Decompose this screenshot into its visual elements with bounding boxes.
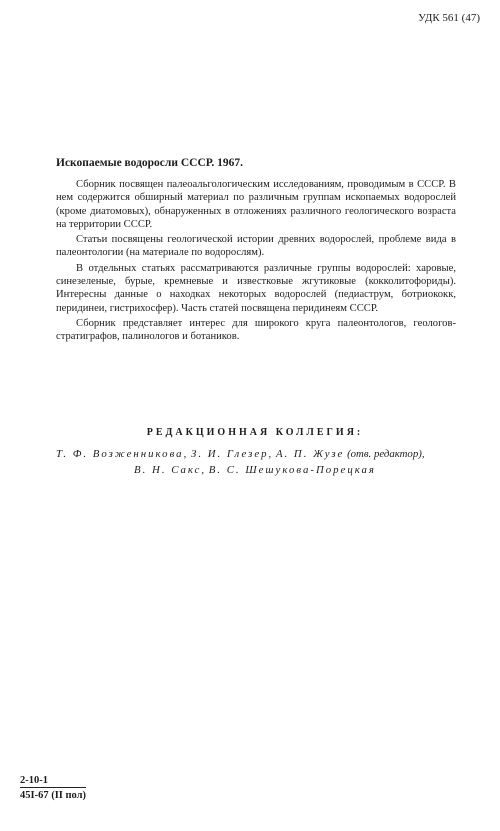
- book-title: Ископаемые водоросли СССР. 1967.: [56, 157, 243, 169]
- board-member-3: А. П. Жузе: [275, 448, 345, 460]
- abstract-paragraph-3: В отдельных статьях рассматриваются различные группы водорослей: харовые, синезеленые, бурые, кремневые и известковые жгутиковые (кокколитофориды). Интересны данные о находках некоторых водорослей (педиаструм, ботриококк, перидинеи, гистрихосфер). Часть статей посвящена перидинеям СССР.: [56, 262, 456, 314]
- board-member-3-role: (отв. редактор),: [347, 448, 425, 460]
- imprint-code-1: 2-10-1: [20, 775, 48, 786]
- abstract: [56, 178, 456, 346]
- board-member-2: З. И. Глезер,: [190, 448, 274, 460]
- imprint-code-2: 45I-67 (II пол): [20, 787, 86, 802]
- editorial-board-line-1: [56, 448, 456, 460]
- editorial-board-line-2: [0, 464, 500, 476]
- udk-code: УДК 561 (47): [418, 12, 480, 24]
- abstract-paragraph-2: Статьи посвящены геологической истории древних водорослей, проблеме вида в палеонтологии (на материале по водорослям).: [56, 234, 456, 259]
- abstract-paragraph-4: Сборник представляет интерес для широкого круга палеонтологов, геологов-стратиграфов, палинологов и ботаников.: [56, 317, 456, 343]
- board-member-5: В. С. Шешукова-Порецкая: [208, 464, 376, 476]
- board-member-1: Т. Ф. Возженникова,: [56, 448, 189, 460]
- imprint-codes: [20, 774, 86, 802]
- board-member-4: В. Н. Сакс,: [134, 464, 207, 476]
- editorial-board-heading: РЕДАКЦИОННАЯ КОЛЛЕГИЯ:: [146, 427, 364, 438]
- abstract-paragraph-1: Сборник посвящен палеоальгологическим исследованиям, проводимым в СССР. В нем содержится обширный материал по различным группам ископаемых водорослей (кроме диатомовых), обнаруженных в отложениях различного геологического возраста на территории СССР.: [56, 179, 456, 230]
